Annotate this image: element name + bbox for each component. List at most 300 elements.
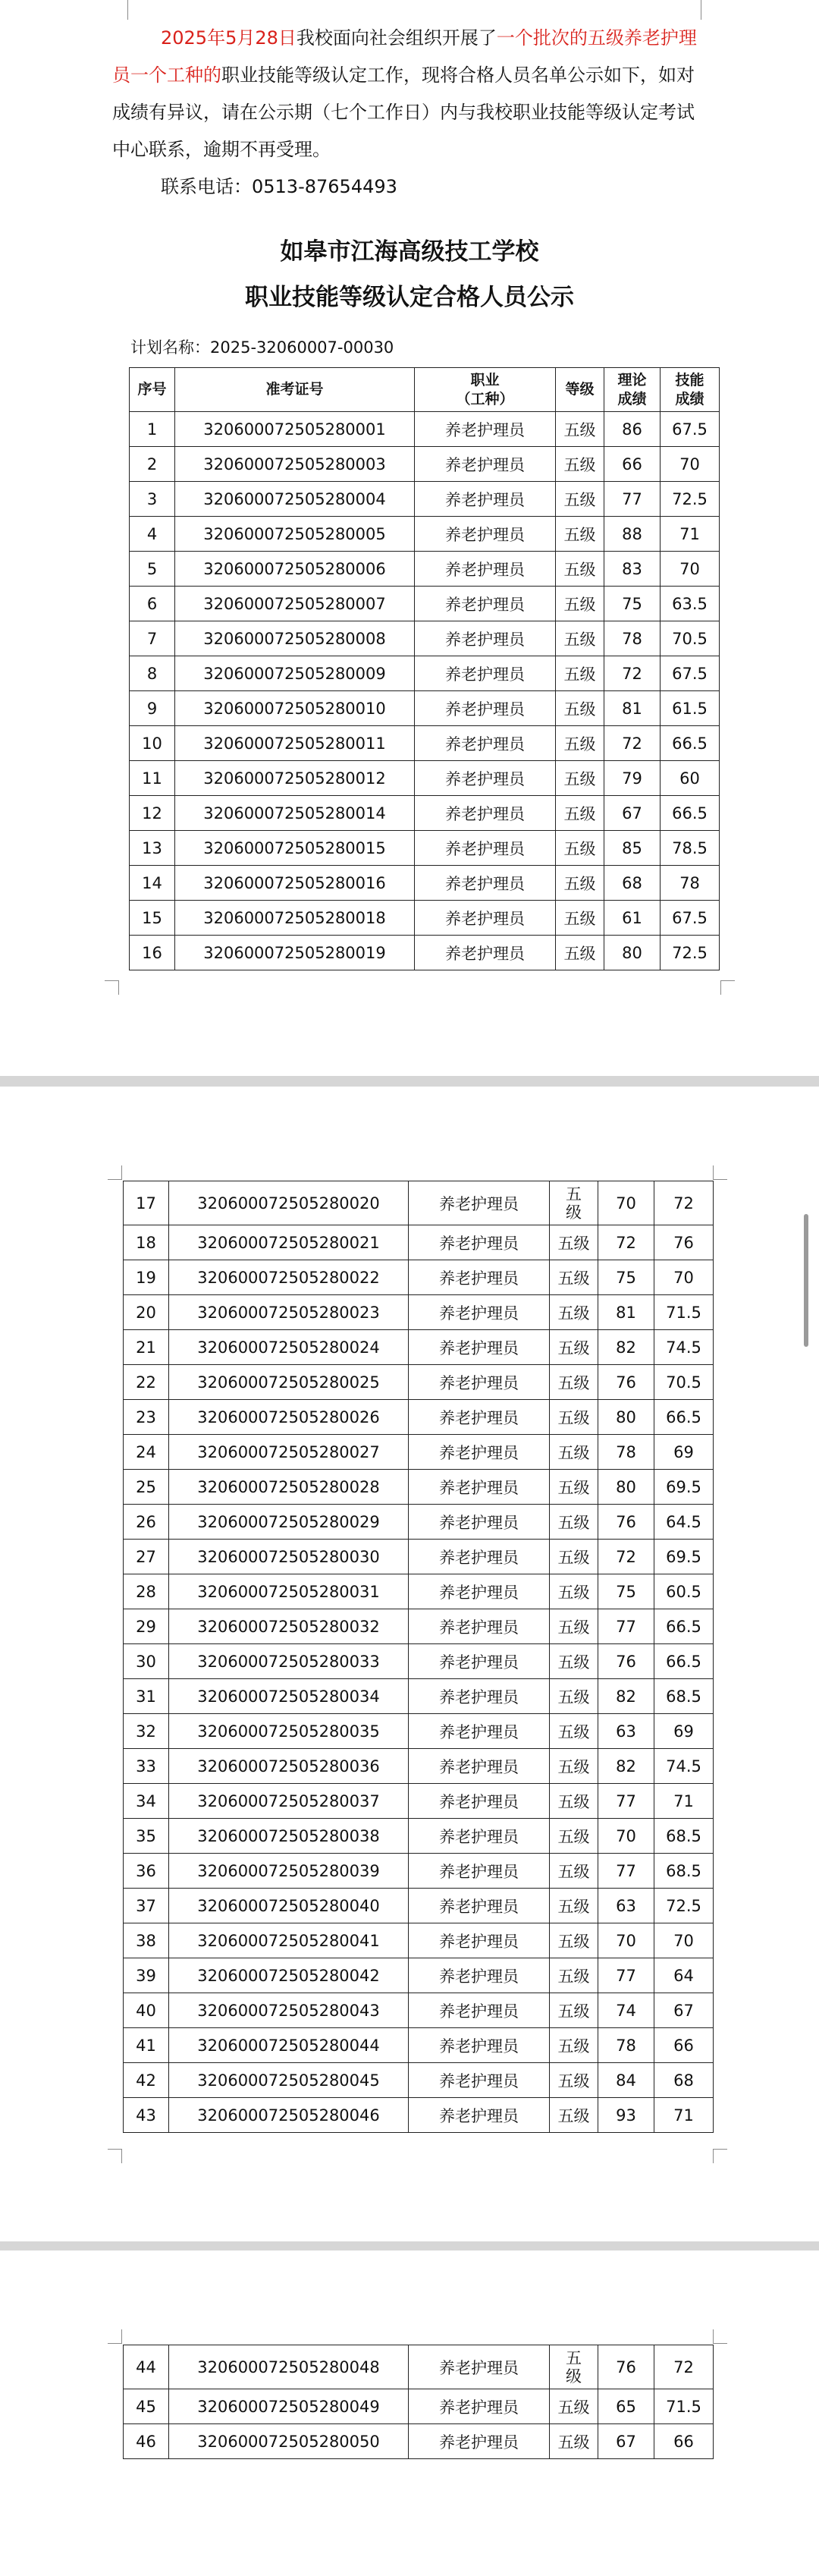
table-row	[130, 761, 720, 796]
cell-theory: 76	[598, 2345, 654, 2389]
cell-ticket: 320600072505280050	[169, 2424, 409, 2459]
cell-job: 养老护理员	[409, 1505, 550, 1540]
cell-theory: 77	[604, 482, 661, 517]
cell-theory: 63	[598, 1714, 654, 1749]
cell-job: 养老护理员	[409, 1470, 550, 1505]
cell-job: 养老护理员	[409, 1574, 550, 1609]
cell-no: 4	[130, 517, 175, 552]
cell-level: 五级	[556, 482, 604, 517]
cell-ticket: 320600072505280044	[169, 2028, 409, 2063]
cell-skill: 70.5	[661, 621, 720, 656]
table-row	[124, 1574, 714, 1609]
page-corner-mark	[701, 0, 715, 20]
cell-skill: 64.5	[654, 1505, 714, 1540]
cell-theory: 72	[604, 726, 661, 761]
cell-theory: 80	[604, 936, 661, 970]
cell-job: 养老护理员	[415, 447, 556, 482]
notice-text	[112, 20, 704, 206]
cell-no: 38	[124, 1923, 169, 1958]
cell-no: 45	[124, 2389, 169, 2424]
cell-skill: 78	[661, 866, 720, 901]
cell-ticket: 320600072505280009	[175, 656, 415, 691]
table-row	[124, 1923, 714, 1958]
cell-level: 五级	[550, 1854, 598, 1889]
page-3	[0, 2250, 819, 2576]
cell-skill: 72.5	[661, 936, 720, 970]
table-row	[124, 1295, 714, 1330]
cell-ticket: 320600072505280049	[169, 2389, 409, 2424]
cell-theory: 84	[598, 2063, 654, 2098]
cell-ticket: 320600072505280022	[169, 1260, 409, 1295]
cell-ticket: 320600072505280010	[175, 691, 415, 726]
cell-no: 28	[124, 1574, 169, 1609]
cell-job: 养老护理员	[415, 691, 556, 726]
cell-no: 22	[124, 1365, 169, 1400]
cell-job: 养老护理员	[409, 2063, 550, 2098]
cell-job: 养老护理员	[415, 412, 556, 447]
table-row	[130, 517, 720, 552]
table-row	[130, 447, 720, 482]
col-header-skill: 技能 成绩	[661, 368, 720, 412]
cell-no: 20	[124, 1295, 169, 1330]
cell-level: 五级	[550, 2063, 598, 2098]
scrollbar-thumb[interactable]	[804, 1214, 808, 1347]
page-corner-mark	[713, 2149, 727, 2163]
cell-theory: 67	[598, 2424, 654, 2459]
cell-theory: 77	[598, 1609, 654, 1644]
cell-theory: 80	[598, 1400, 654, 1435]
table-row	[130, 656, 720, 691]
table-row	[130, 796, 720, 831]
cell-theory: 61	[604, 901, 661, 936]
cell-no: 43	[124, 2098, 169, 2133]
cell-skill: 67.5	[661, 412, 720, 447]
cell-job: 养老护理员	[415, 726, 556, 761]
cell-skill: 69	[654, 1435, 714, 1470]
table-row	[130, 552, 720, 587]
cell-skill: 68	[654, 2063, 714, 2098]
cell-theory: 82	[598, 1330, 654, 1365]
col-header-job: 职业 （工种）	[415, 368, 556, 412]
cell-theory: 85	[604, 831, 661, 866]
cell-theory: 77	[598, 1784, 654, 1819]
cell-theory: 78	[604, 621, 661, 656]
cell-no: 44	[124, 2345, 169, 2389]
cell-theory: 70	[598, 1923, 654, 1958]
cell-skill: 70	[654, 1260, 714, 1295]
cell-level: 五级	[550, 2028, 598, 2063]
cell-no: 27	[124, 1540, 169, 1574]
table-row	[130, 901, 720, 936]
cell-level: 五级	[550, 1644, 598, 1679]
cell-job: 养老护理员	[409, 2424, 550, 2459]
cell-theory: 75	[598, 1574, 654, 1609]
cell-level: 五级	[550, 1435, 598, 1470]
cell-level: 五 级	[550, 2345, 598, 2389]
cell-job: 养老护理员	[409, 1609, 550, 1644]
cell-level: 五级	[550, 1923, 598, 1958]
cell-no: 25	[124, 1470, 169, 1505]
cell-skill: 64	[654, 1958, 714, 1993]
cell-level: 五级	[550, 1330, 598, 1365]
cell-ticket: 320600072505280021	[169, 1225, 409, 1260]
cell-job: 养老护理员	[409, 1330, 550, 1365]
cell-level: 五级	[556, 412, 604, 447]
cell-skill: 66.5	[661, 796, 720, 831]
cell-level: 五级	[550, 1784, 598, 1819]
table-row	[130, 866, 720, 901]
cell-job: 养老护理员	[415, 621, 556, 656]
table-row	[124, 1889, 714, 1923]
cell-ticket: 320600072505280035	[169, 1714, 409, 1749]
page-corner-mark	[108, 1165, 122, 1180]
cell-ticket: 320600072505280020	[169, 1181, 409, 1225]
cell-job: 养老护理员	[409, 1260, 550, 1295]
cell-skill: 66.5	[661, 726, 720, 761]
cell-level: 五级	[550, 2098, 598, 2133]
cell-theory: 74	[598, 1993, 654, 2028]
cell-skill: 70.5	[654, 1365, 714, 1400]
cell-job: 养老护理员	[415, 936, 556, 970]
cell-ticket: 320600072505280030	[169, 1540, 409, 1574]
page-corner-mark	[713, 2329, 727, 2344]
cell-job: 养老护理员	[409, 1365, 550, 1400]
cell-job: 养老护理员	[409, 2028, 550, 2063]
table-row	[124, 1330, 714, 1365]
cell-job: 养老护理员	[409, 1993, 550, 2028]
table-row	[124, 1609, 714, 1644]
cell-no: 11	[130, 761, 175, 796]
cell-theory: 88	[604, 517, 661, 552]
table-row	[124, 1435, 714, 1470]
cell-ticket: 320600072505280005	[175, 517, 415, 552]
cell-skill: 70	[661, 447, 720, 482]
cell-theory: 72	[604, 656, 661, 691]
page-corner-mark	[105, 980, 119, 995]
cell-job: 养老护理员	[409, 1784, 550, 1819]
cell-job: 养老护理员	[409, 2389, 550, 2424]
cell-ticket: 320600072505280041	[169, 1923, 409, 1958]
cell-ticket: 320600072505280003	[175, 447, 415, 482]
cell-level: 五级	[556, 656, 604, 691]
cell-job: 养老护理员	[409, 1749, 550, 1784]
cell-no: 17	[124, 1181, 169, 1225]
cell-theory: 93	[598, 2098, 654, 2133]
cell-no: 15	[130, 901, 175, 936]
cell-skill: 66.5	[654, 1609, 714, 1644]
page-corner-mark	[114, 0, 128, 20]
table-row	[130, 726, 720, 761]
cell-skill: 66.5	[654, 1644, 714, 1679]
cell-job: 养老护理员	[415, 866, 556, 901]
cell-level: 五级	[550, 1295, 598, 1330]
cell-level: 五级	[550, 1470, 598, 1505]
table-header-row	[130, 368, 720, 412]
cell-level: 五级	[550, 1889, 598, 1923]
cell-level: 五级	[556, 621, 604, 656]
cell-no: 35	[124, 1819, 169, 1854]
cell-level: 五级	[550, 1540, 598, 1574]
cell-ticket: 320600072505280016	[175, 866, 415, 901]
cell-no: 29	[124, 1609, 169, 1644]
cell-skill: 71.5	[654, 1295, 714, 1330]
cell-ticket: 320600072505280031	[169, 1574, 409, 1609]
table-row	[124, 1470, 714, 1505]
table-row	[130, 936, 720, 970]
cell-job: 养老护理员	[415, 901, 556, 936]
cell-no: 7	[130, 621, 175, 656]
cell-theory: 70	[598, 1181, 654, 1225]
cell-ticket: 320600072505280043	[169, 1993, 409, 2028]
cell-job: 养老护理员	[409, 1225, 550, 1260]
cell-job: 养老护理员	[409, 1540, 550, 1574]
cell-ticket: 320600072505280040	[169, 1889, 409, 1923]
cell-ticket: 320600072505280028	[169, 1470, 409, 1505]
cell-job: 养老护理员	[415, 796, 556, 831]
cell-level: 五级	[556, 831, 604, 866]
table-row	[124, 2098, 714, 2133]
cell-ticket: 320600072505280029	[169, 1505, 409, 1540]
table-row	[124, 1714, 714, 1749]
cell-job: 养老护理员	[409, 1819, 550, 1854]
cell-no: 41	[124, 2028, 169, 2063]
cell-no: 34	[124, 1784, 169, 1819]
cell-no: 3	[130, 482, 175, 517]
cell-level: 五级	[550, 1609, 598, 1644]
table-row	[124, 2424, 714, 2459]
cell-skill: 72.5	[661, 482, 720, 517]
cell-no: 23	[124, 1400, 169, 1435]
cell-level: 五级	[550, 1993, 598, 2028]
cell-no: 8	[130, 656, 175, 691]
cell-skill: 72	[654, 2345, 714, 2389]
cell-skill: 72	[654, 1181, 714, 1225]
cell-job: 养老护理员	[409, 1714, 550, 1749]
cell-ticket: 320600072505280037	[169, 1784, 409, 1819]
table-row	[124, 2389, 714, 2424]
cell-ticket: 320600072505280001	[175, 412, 415, 447]
cell-skill: 66.5	[654, 1400, 714, 1435]
cell-theory: 63	[598, 1889, 654, 1923]
results-table-part-1	[129, 367, 720, 970]
table-row	[124, 1993, 714, 2028]
cell-job: 养老护理员	[409, 1923, 550, 1958]
cell-no: 24	[124, 1435, 169, 1470]
table-row	[124, 2028, 714, 2063]
cell-no: 21	[124, 1330, 169, 1365]
cell-ticket: 320600072505280011	[175, 726, 415, 761]
notice-paragraph: 2025年5月28日我校面向社会组织开展了一个批次的五级养老护理员一个工种的职业技能等级认定工作，现将合格人员名单公示如下，如对成绩有异议，请在公示期（七个工作日）内与我校职业技能等级认定考试中心联系，逾期不再受理。	[112, 27, 697, 160]
cell-skill: 74.5	[654, 1749, 714, 1784]
table-row	[124, 1854, 714, 1889]
cell-ticket: 320600072505280048	[169, 2345, 409, 2389]
cell-job: 养老护理员	[415, 482, 556, 517]
table-row	[130, 587, 720, 621]
table-row	[124, 1679, 714, 1714]
cell-skill: 76	[654, 1225, 714, 1260]
page-corner-mark	[108, 2149, 122, 2163]
cell-no: 46	[124, 2424, 169, 2459]
cell-job: 养老护理员	[409, 2098, 550, 2133]
cell-skill: 68.5	[654, 1819, 714, 1854]
cell-ticket: 320600072505280034	[169, 1679, 409, 1714]
cell-ticket: 320600072505280012	[175, 761, 415, 796]
cell-level: 五级	[556, 796, 604, 831]
cell-ticket: 320600072505280036	[169, 1749, 409, 1784]
cell-level: 五级	[550, 1505, 598, 1540]
cell-level: 五级	[550, 1749, 598, 1784]
cell-theory: 78	[598, 1435, 654, 1470]
cell-no: 39	[124, 1958, 169, 1993]
cell-ticket: 320600072505280006	[175, 552, 415, 587]
cell-ticket: 320600072505280032	[169, 1609, 409, 1644]
cell-no: 19	[124, 1260, 169, 1295]
cell-ticket: 320600072505280033	[169, 1644, 409, 1679]
cell-skill: 66	[654, 2424, 714, 2459]
cell-ticket: 320600072505280023	[169, 1295, 409, 1330]
cell-theory: 76	[598, 1505, 654, 1540]
table-row	[124, 1644, 714, 1679]
cell-skill: 71	[654, 2098, 714, 2133]
cell-no: 9	[130, 691, 175, 726]
cell-job: 养老护理员	[409, 1854, 550, 1889]
cell-level: 五级	[556, 691, 604, 726]
table-row	[124, 1784, 714, 1819]
cell-no: 30	[124, 1644, 169, 1679]
cell-no: 31	[124, 1679, 169, 1714]
cell-skill: 68.5	[654, 1854, 714, 1889]
cell-theory: 70	[598, 1819, 654, 1854]
cell-job: 养老护理员	[409, 1181, 550, 1225]
cell-theory: 79	[604, 761, 661, 796]
cell-no: 5	[130, 552, 175, 587]
cell-theory: 82	[598, 1679, 654, 1714]
cell-skill: 70	[661, 552, 720, 587]
col-header-level: 等级	[556, 368, 604, 412]
cell-job: 养老护理员	[409, 1295, 550, 1330]
cell-level: 五级	[550, 1679, 598, 1714]
cell-ticket: 320600072505280008	[175, 621, 415, 656]
cell-ticket: 320600072505280018	[175, 901, 415, 936]
cell-ticket: 320600072505280024	[169, 1330, 409, 1365]
cell-theory: 76	[598, 1365, 654, 1400]
cell-job: 养老护理员	[415, 656, 556, 691]
col-header-no: 序号	[130, 368, 175, 412]
cell-level: 五级	[556, 761, 604, 796]
cell-level: 五级	[550, 1400, 598, 1435]
cell-no: 12	[130, 796, 175, 831]
table-row	[130, 412, 720, 447]
cell-job: 养老护理员	[415, 517, 556, 552]
cell-skill: 78.5	[661, 831, 720, 866]
cell-skill: 67	[654, 1993, 714, 2028]
page-corner-mark	[108, 2329, 122, 2344]
results-table-part-2	[123, 1181, 714, 2133]
cell-theory: 75	[604, 587, 661, 621]
cell-theory: 81	[604, 691, 661, 726]
cell-theory: 78	[598, 2028, 654, 2063]
cell-level: 五级	[550, 1958, 598, 1993]
cell-level: 五级	[550, 1714, 598, 1749]
page-corner-mark	[713, 1165, 727, 1180]
page-gap	[0, 2241, 819, 2250]
table-row	[130, 482, 720, 517]
school-name: 如皋市江海高级技工学校	[280, 238, 539, 266]
cell-no: 26	[124, 1505, 169, 1540]
cell-theory: 77	[598, 1958, 654, 1993]
cell-skill: 69	[654, 1714, 714, 1749]
cell-skill: 67.5	[661, 656, 720, 691]
page-title: 职业技能等级认定合格人员公示	[245, 284, 574, 311]
table-row	[124, 1505, 714, 1540]
table-row	[130, 621, 720, 656]
cell-job: 养老护理员	[409, 2345, 550, 2389]
cell-job: 养老护理员	[415, 552, 556, 587]
cell-no: 1	[130, 412, 175, 447]
page-corner-mark	[720, 980, 735, 995]
cell-level: 五级	[556, 901, 604, 936]
cell-skill: 66	[654, 2028, 714, 2063]
cell-skill: 74.5	[654, 1330, 714, 1365]
table-row	[124, 1400, 714, 1435]
cell-no: 36	[124, 1854, 169, 1889]
cell-no: 32	[124, 1714, 169, 1749]
col-header-theory: 理论 成绩	[604, 368, 661, 412]
cell-skill: 70	[654, 1923, 714, 1958]
cell-no: 10	[130, 726, 175, 761]
cell-skill: 71.5	[654, 2389, 714, 2424]
cell-skill: 60	[661, 761, 720, 796]
contact-phone: 联系电话：0513-87654493	[161, 176, 397, 197]
cell-job: 养老护理员	[415, 831, 556, 866]
cell-level: 五级	[550, 1225, 598, 1260]
results-table-part-3	[123, 2345, 714, 2459]
cell-ticket: 320600072505280007	[175, 587, 415, 621]
cell-level: 五级	[550, 1365, 598, 1400]
cell-no: 40	[124, 1993, 169, 2028]
cell-no: 18	[124, 1225, 169, 1260]
cell-level: 五级	[556, 587, 604, 621]
cell-level: 五 级	[550, 1181, 598, 1225]
cell-no: 42	[124, 2063, 169, 2098]
cell-level: 五级	[550, 2389, 598, 2424]
table-row	[124, 2063, 714, 2098]
cell-no: 37	[124, 1889, 169, 1923]
cell-theory: 72	[598, 1225, 654, 1260]
table-row	[124, 1958, 714, 1993]
cell-skill: 68.5	[654, 1679, 714, 1714]
cell-theory: 80	[598, 1470, 654, 1505]
cell-ticket: 320600072505280019	[175, 936, 415, 970]
cell-skill: 72.5	[654, 1889, 714, 1923]
table-row	[124, 1225, 714, 1260]
table-row	[124, 1260, 714, 1295]
cell-level: 五级	[556, 447, 604, 482]
cell-level: 五级	[550, 1574, 598, 1609]
cell-level: 五级	[556, 936, 604, 970]
cell-theory: 65	[598, 2389, 654, 2424]
cell-ticket: 320600072505280004	[175, 482, 415, 517]
cell-no: 33	[124, 1749, 169, 1784]
cell-level: 五级	[550, 1260, 598, 1295]
cell-ticket: 320600072505280027	[169, 1435, 409, 1470]
cell-theory: 72	[598, 1540, 654, 1574]
cell-ticket: 320600072505280038	[169, 1819, 409, 1854]
cell-ticket: 320600072505280014	[175, 796, 415, 831]
table-row	[124, 2345, 714, 2389]
cell-no: 14	[130, 866, 175, 901]
cell-level: 五级	[556, 517, 604, 552]
